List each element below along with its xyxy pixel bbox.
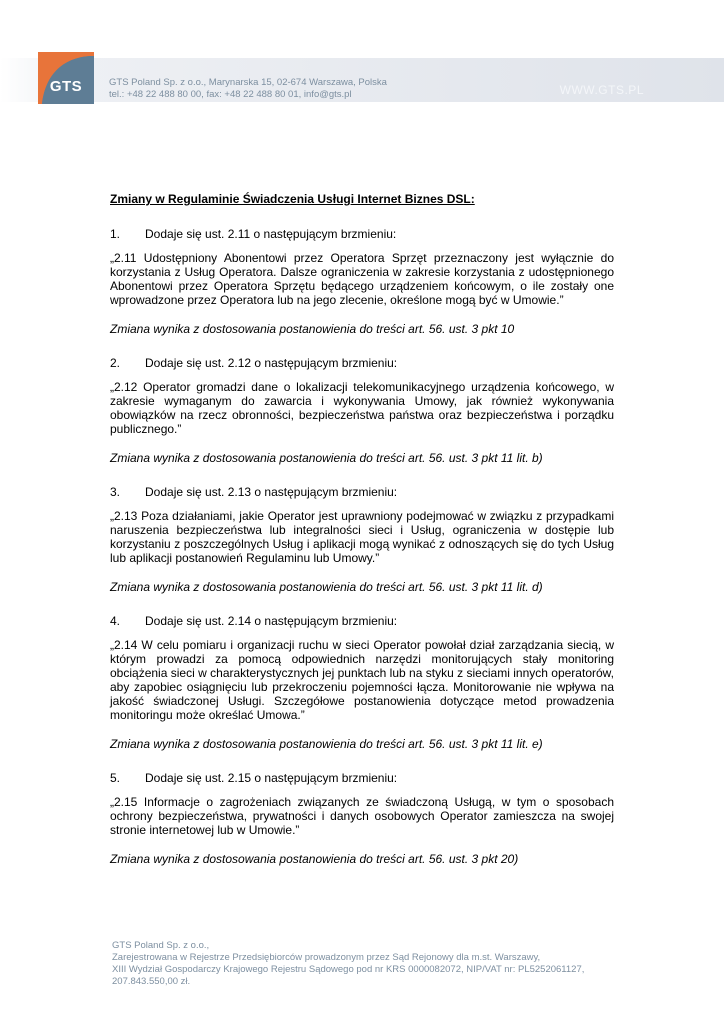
footer-line: 207.843.550,00 zł. xyxy=(112,976,191,987)
item-note: Zmiana wynika z dostosowania postanowienia do treści art. 56. ust. 3 pkt 20) xyxy=(110,852,519,866)
item-number: 5. xyxy=(110,771,121,785)
item-quote: „2.15 Informacje o zagrożeniach związanych ze świadczoną Usługą, w tym o sposobach ochrony bezpieczeństwa, prywatności i danych osobowych Operator zamieszcza na swojej stronie internetowej lub w Umowie.” xyxy=(110,795,614,837)
amendment-item xyxy=(110,227,614,336)
item-heading: Dodaje się ust. 2.12 o następującym brzmieniu: xyxy=(145,356,398,370)
document-body xyxy=(110,192,614,886)
amendment-item xyxy=(110,614,614,751)
item-quote: „2.14 W celu pomiaru i organizacji ruchu w sieci Operator powołał dział zarządzania siecią, w którym prowadzi za pomocą odpowiednich narzędzi monitorujących stały monitoring obciążenia sieci w charakterystycznych jej punktach lub na styku z sieciami innych operatorów, aby zapobiec osiągnięciu lub przekroczeniu pojemności łącza. Monitorowanie nie wpływa na jakość świadczonej Usługi. Szczegółowe postanowienia dotyczące metod prowadzenia monitoringu może określać Umowa.” xyxy=(110,638,614,722)
amendment-item xyxy=(110,771,614,866)
footer-line: XIII Wydział Gospodarczy Krajowego Rejestru Sądowego pod nr KRS 0000082072, NIP/VAT nr: PL5252061127, xyxy=(112,964,585,975)
item-quote: „2.13 Poza działaniami, jakie Operator jest uprawniony podejmować w związku z przypadkami naruszenia bezpieczeństwa lub integralności sieci i Usług, ograniczenia w dostępie lub korzystaniu z poszczególnych Usług i aplikacji mogą wynikać z odnoszących się do tych Usług lub aplikacji postanowień Regulaminu lub Umowy.” xyxy=(110,509,614,565)
header-website[interactable]: WWW.GTS.PL xyxy=(559,83,644,97)
item-note: Zmiana wynika z dostosowania postanowienia do treści art. 56. ust. 3 pkt 11 lit. d) xyxy=(110,580,543,594)
footer-line: Zarejestrowana w Rejestrze Przedsiębiorców prowadzonym przez Sąd Rejonowy dla m.st. Warszawy, xyxy=(112,952,541,963)
header-contact: tel.: +48 22 488 80 00, fax: +48 22 488 80 01, info@gts.pl xyxy=(109,89,352,100)
item-quote: „2.11 Udostępniony Abonentowi przez Operatora Sprzęt przeznaczony jest wyłącznie do korzystania z Usług Operatora. Dalsze ograniczenia w zakresie korzystania z udostępnionego Abonentowi przez Operatora Sprzętu będącego urządzeniem końcowym, o ile zostały one wprowadzone przez Operatora lub na jego zlecenie, określone mogą być w Umowie.” xyxy=(110,251,614,307)
item-heading: Dodaje się ust. 2.14 o następującym brzmieniu: xyxy=(145,614,398,628)
item-heading: Dodaje się ust. 2.11 o następującym brzmieniu: xyxy=(145,227,397,241)
item-heading: Dodaje się ust. 2.15 o następującym brzmieniu: xyxy=(145,771,398,785)
amendment-item xyxy=(110,356,614,465)
item-note: Zmiana wynika z dostosowania postanowienia do treści art. 56. ust. 3 pkt 11 lit. b) xyxy=(110,451,543,465)
item-number: 4. xyxy=(110,614,121,628)
item-quote: „2.12 Operator gromadzi dane o lokalizacji telekomunikacyjnego urządzenia końcowego, w zakresie wymaganym do zawarcia i wykonywania Umowy, jak również wykonywania obowiązków na rzecz obronności, bezpieczeństwa państwa oraz bezpieczeństwa i porządku publicznego.” xyxy=(110,380,614,436)
header-address: GTS Poland Sp. z o.o., Marynarska 15, 02-674 Warszawa, Polska xyxy=(109,77,387,88)
document-title: Zmiany w Regulaminie Świadczenia Usługi Internet Biznes DSL: xyxy=(110,192,475,206)
amendment-item xyxy=(110,485,614,594)
footer-line: GTS Poland Sp. z o.o., xyxy=(112,940,210,951)
item-number: 2. xyxy=(110,356,121,370)
logo-text: GTS xyxy=(49,78,83,95)
gts-logo xyxy=(38,52,94,104)
item-note: Zmiana wynika z dostosowania postanowienia do treści art. 56. ust. 3 pkt 10 xyxy=(110,322,515,336)
footer xyxy=(112,940,584,988)
item-number: 1. xyxy=(110,227,121,241)
item-note: Zmiana wynika z dostosowania postanowienia do treści art. 56. ust. 3 pkt 11 lit. e) xyxy=(110,737,543,751)
item-number: 3. xyxy=(110,485,121,499)
item-heading: Dodaje się ust. 2.13 o następującym brzmieniu: xyxy=(145,485,398,499)
